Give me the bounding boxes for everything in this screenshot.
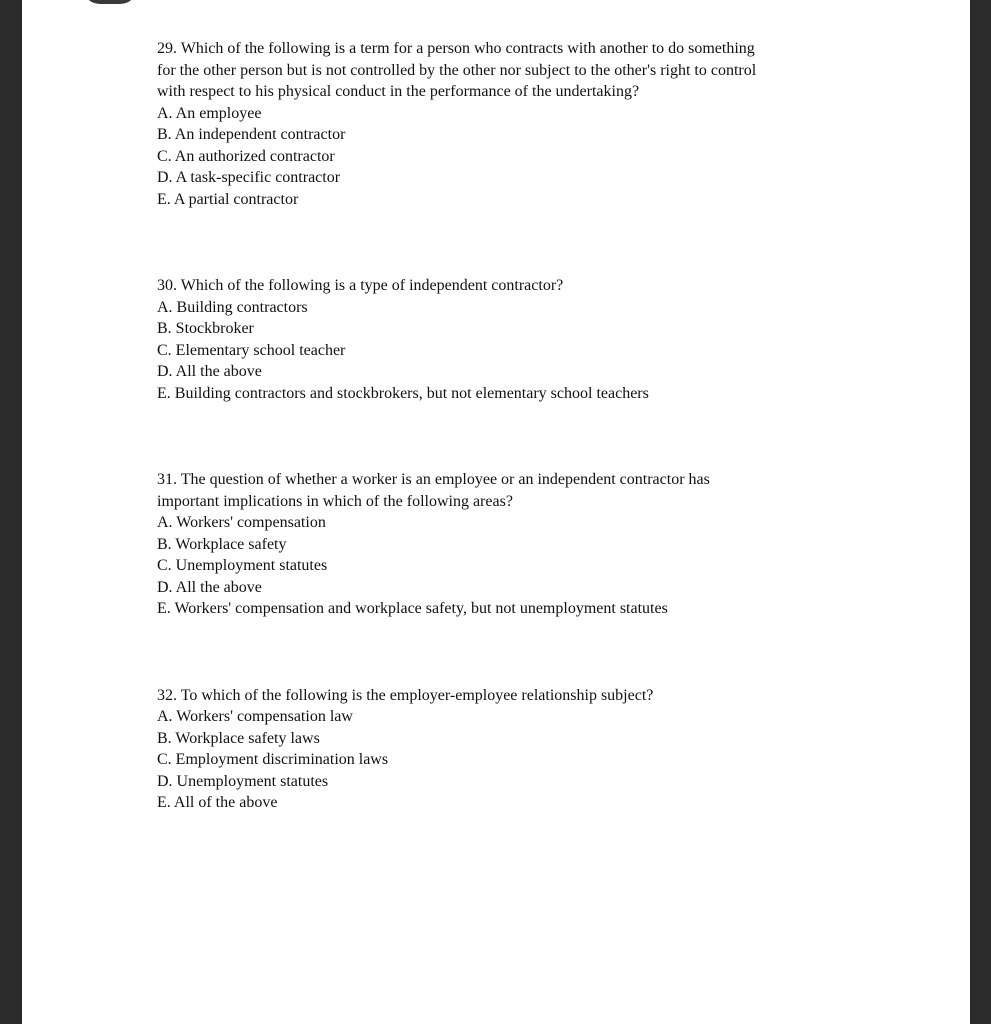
stem-line: 32. To which of the following is the employer-employee relationship subject? bbox=[157, 686, 654, 704]
question-31 bbox=[157, 469, 877, 620]
answer-option-d: D. All the above bbox=[157, 578, 262, 596]
answer-option-a: A. An employee bbox=[157, 104, 262, 122]
answer-option-c: C. An authorized contractor bbox=[157, 147, 335, 165]
answer-option-d: D. All the above bbox=[157, 363, 262, 380]
stem-line: with respect to his physical conduct in the performance of the undertaking? bbox=[157, 83, 640, 100]
document-page bbox=[22, 0, 970, 1024]
stem-line: 29. Which of the following is a term for a person who contracts with another to do something bbox=[157, 40, 755, 57]
question-stem bbox=[157, 38, 877, 103]
question-stem bbox=[157, 469, 877, 512]
stem-line: important implications in which of the following areas? bbox=[157, 492, 513, 510]
answer-option-a: A. Building contractors bbox=[157, 298, 308, 316]
answer-option-e: E. A partial contractor bbox=[157, 190, 299, 208]
question-30 bbox=[157, 275, 877, 404]
stem-line: for the other person but is not controlled by the other nor subject to the other's right to control bbox=[157, 61, 757, 79]
answer-option-e: E. All of the above bbox=[157, 794, 278, 811]
answer-option-b: B. An independent contractor bbox=[157, 126, 346, 143]
question-32 bbox=[157, 685, 877, 814]
answer-option-a: A. Workers' compensation law bbox=[157, 708, 353, 725]
answer-option-a: A. Workers' compensation bbox=[157, 514, 326, 531]
answer-option-e: E. Workers' compensation and workplace safety, but not unemployment statutes bbox=[157, 600, 668, 617]
stem-line: 31. The question of whether a worker is an employee or an independent contractor has bbox=[157, 471, 710, 488]
answer-option-d: D. Unemployment statutes bbox=[157, 772, 329, 790]
answer-option-d: D. A task-specific contractor bbox=[157, 169, 341, 186]
answer-option-b: B. Workplace safety bbox=[157, 535, 287, 553]
answer-option-e: E. Building contractors and stockbrokers, but not elementary school teachers bbox=[157, 384, 649, 402]
question-29 bbox=[157, 38, 877, 210]
question-stem bbox=[157, 685, 877, 707]
answer-option-c: C. Elementary school teacher bbox=[157, 341, 346, 359]
question-list bbox=[157, 38, 877, 879]
answer-option-b: B. Workplace safety laws bbox=[157, 729, 320, 747]
viewer-overlay-shape bbox=[82, 0, 138, 4]
question-stem bbox=[157, 275, 877, 297]
stem-line: 30. Which of the following is a type of independent contractor? bbox=[157, 277, 564, 294]
answer-option-c: C. Unemployment statutes bbox=[157, 557, 328, 574]
answer-option-c: C. Employment discrimination laws bbox=[157, 751, 389, 768]
answer-option-b: B. Stockbroker bbox=[157, 320, 254, 337]
